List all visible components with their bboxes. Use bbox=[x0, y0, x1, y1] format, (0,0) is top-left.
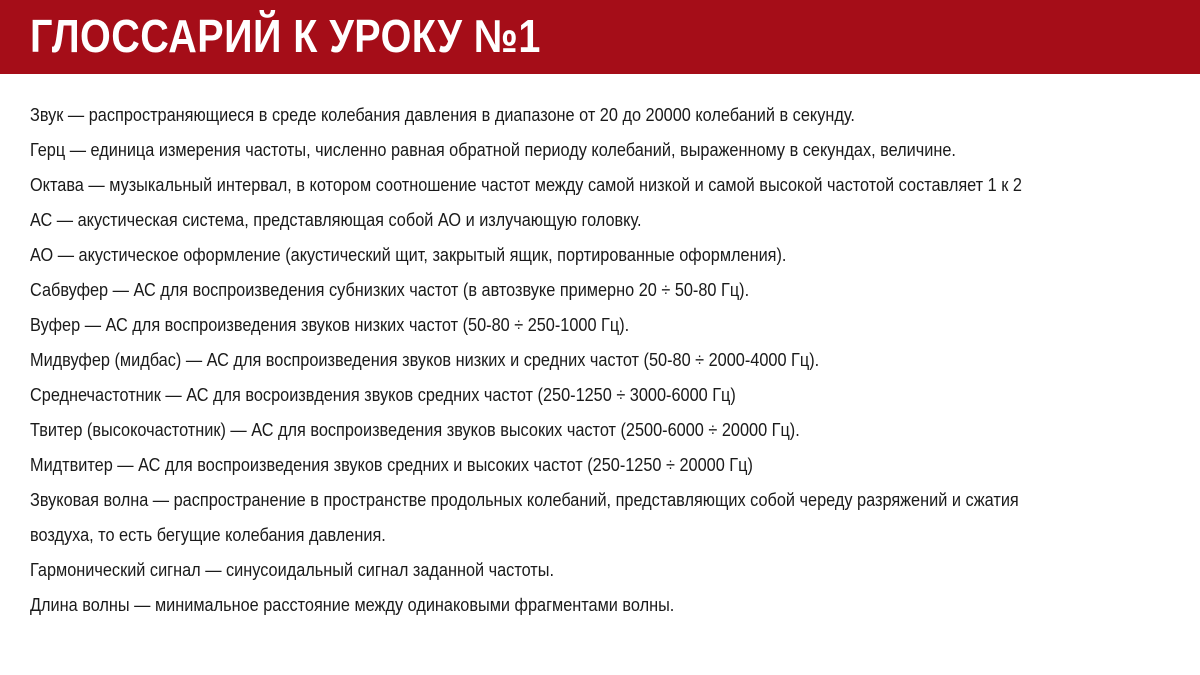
glossary-entry-sound-wave-continued: воздуха, то есть бегущие колебания давления. bbox=[30, 525, 386, 545]
glossary-entry-wavelength: Длина волны — минимальное расстояние между одинаковыми фрагментами волны. bbox=[30, 595, 675, 615]
glossary-entry-hertz: Герц — единица измерения частоты, численно равная обратной периоду колебаний, выраженному в секундах, величине. bbox=[30, 140, 956, 160]
glossary-list bbox=[30, 98, 1180, 623]
glossary-entry-midtweeter: Мидтвитер — АС для воспроизведения звуков средних и высоких частот (250-1250 ÷ 20000 Гц) bbox=[30, 455, 753, 475]
glossary-entry-midrange: Среднечастотник — АС для восроизвдения звуков средних частот (250-1250 ÷ 3000-6000 Гц) bbox=[30, 385, 736, 405]
glossary-entry-subwoofer: Сабвуфер — АС для воспроизведения субнизких частот (в автозвуке примерно 20 ÷ 50-80 Гц). bbox=[30, 280, 750, 300]
glossary-entry-octave: Октава — музыкальный интервал, в котором соотношение частот между самой низкой и самой высокой частотой составляет 1 к 2 bbox=[30, 175, 1022, 195]
glossary-entry-sound: Звук — распространяющиеся в среде колебания давления в диапазоне от 20 до 20000 колебаний в секунду. bbox=[30, 105, 855, 125]
glossary-entry-ao: АО — акустическое оформление (акустический щит, закрытый ящик, портированные оформления). bbox=[30, 245, 787, 265]
glossary-entry-sound-wave: Звуковая волна — распространение в пространстве продольных колебаний, представляющих собой череду разряжений и сжатия bbox=[30, 490, 1019, 510]
glossary-entry-midwoofer: Мидвуфер (мидбас) — АС для воспроизведения звуков низких и средних частот (50-80 ÷ 2000-4000 Гц). bbox=[30, 350, 820, 370]
glossary-entry-as: АС — акустическая система, представляющая собой АО и излучающую головку. bbox=[30, 210, 642, 230]
header-bar bbox=[0, 0, 1200, 74]
glossary-entry-tweeter: Твитер (высокочастотник) — АС для воспроизведения звуков высоких частот (2500-6000 ÷ 20000 Гц). bbox=[30, 420, 800, 440]
glossary-entry-woofer: Вуфер — АС для воспроизведения звуков низких частот (50-80 ÷ 250-1000 Гц). bbox=[30, 315, 630, 335]
glossary-entry-harmonic-signal: Гармонический сигнал — синусоидальный сигнал заданной частоты. bbox=[30, 560, 555, 580]
page-title: ГЛОССАРИЙ К УРОКУ №1 bbox=[30, 10, 541, 62]
